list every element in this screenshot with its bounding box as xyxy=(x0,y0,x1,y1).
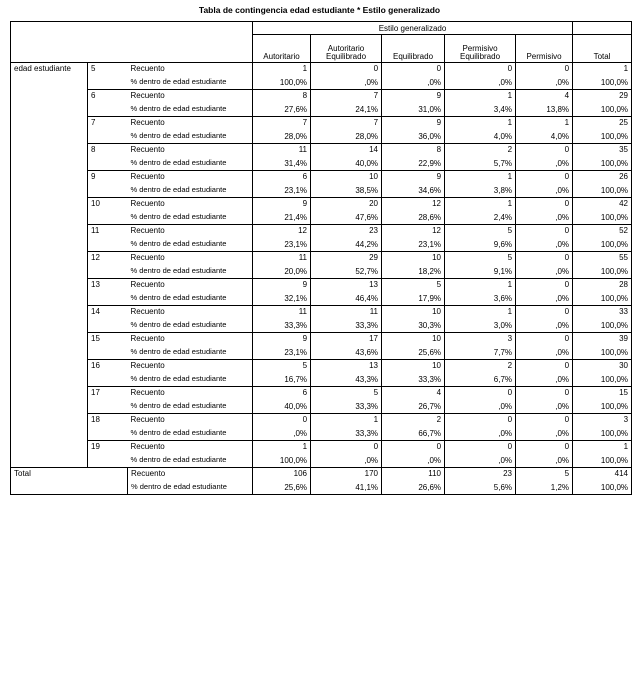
percent-cell: 23,1% xyxy=(253,183,311,198)
age-label: 9 xyxy=(88,171,128,198)
count-cell: 9 xyxy=(253,198,311,211)
percent-cell: ,0% xyxy=(516,426,573,441)
percent-cell: 23,1% xyxy=(253,345,311,360)
percent-cell: 13,8% xyxy=(516,102,573,117)
count-cell: 2 xyxy=(382,414,445,427)
percent-cell: ,0% xyxy=(311,453,382,468)
count-cell: 0 xyxy=(516,414,573,427)
percent-cell: 100,0% xyxy=(600,347,629,357)
count-cell: 0 xyxy=(516,360,573,373)
contingency-table xyxy=(10,21,632,495)
percent-cell: 5,7% xyxy=(445,156,516,171)
count-cell: 42 xyxy=(573,198,632,211)
count-cell: 3 xyxy=(445,333,516,346)
percent-cell: 18,2% xyxy=(382,264,445,279)
stat-label-pct: % dentro de edad estudiante xyxy=(128,399,253,414)
count-cell: 30 xyxy=(573,360,632,373)
count-cell: 1 xyxy=(516,117,573,130)
percent-cell: ,0% xyxy=(516,264,573,279)
percent-cell: 33,3% xyxy=(311,399,382,414)
percent-cell: ,0% xyxy=(253,426,311,441)
percent-cell: 2,4% xyxy=(445,210,516,225)
percent-cell: 100,0% xyxy=(600,185,629,195)
count-cell: 9 xyxy=(382,90,445,103)
table-row xyxy=(11,360,632,373)
stat-label-pct: % dentro de edad estudiante xyxy=(128,102,253,117)
stat-label-count: Recuento xyxy=(128,63,253,76)
age-label: 19 xyxy=(88,441,128,468)
count-cell: 9 xyxy=(253,333,311,346)
percent-cell: 30,3% xyxy=(382,318,445,333)
count-cell: 4 xyxy=(516,90,573,103)
percent-cell: 26,7% xyxy=(382,399,445,414)
count-cell: 4 xyxy=(382,387,445,400)
count-cell: 8 xyxy=(253,90,311,103)
table-row xyxy=(11,144,632,157)
percent-cell: 16,7% xyxy=(253,372,311,387)
stat-label-pct: % dentro de edad estudiante xyxy=(128,75,253,90)
count-cell: 1 xyxy=(253,441,311,454)
age-label: 15 xyxy=(88,333,128,360)
row-variable-label: edad estudiante xyxy=(11,63,88,468)
table-row xyxy=(11,63,632,76)
age-label: 10 xyxy=(88,198,128,225)
stat-label-count: Recuento xyxy=(128,198,253,211)
percent-cell: 36,0% xyxy=(382,129,445,144)
total-percent-cell: 5,6% xyxy=(445,480,516,495)
stat-label-pct: % dentro de edad estudiante xyxy=(128,480,253,495)
percent-cell: 44,2% xyxy=(311,237,382,252)
count-cell: 0 xyxy=(382,441,445,454)
count-cell: 12 xyxy=(253,225,311,238)
percent-cell: 100,0% xyxy=(253,75,311,90)
table-row xyxy=(11,90,632,103)
table-row xyxy=(11,198,632,211)
count-cell: 1 xyxy=(623,64,629,73)
count-cell: 1 xyxy=(445,171,516,184)
percent-cell: 9,6% xyxy=(445,237,516,252)
count-cell: 23 xyxy=(311,225,382,238)
count-cell: 0 xyxy=(382,63,445,76)
count-cell: 0 xyxy=(445,387,516,400)
percent-cell: 100,0% xyxy=(600,401,629,411)
age-label: 13 xyxy=(88,279,128,306)
percent-cell: 100,0% xyxy=(600,131,629,141)
percent-cell: 46,4% xyxy=(311,291,382,306)
total-row xyxy=(11,468,632,481)
count-cell: 0 xyxy=(516,144,573,157)
percent-cell: 31,0% xyxy=(382,102,445,117)
count-cell: 1 xyxy=(445,198,516,211)
column-header: Equilibrado xyxy=(382,35,445,63)
count-cell: 5 xyxy=(445,252,516,265)
count-cell: 13 xyxy=(311,360,382,373)
percent-cell: 38,5% xyxy=(311,183,382,198)
total-percent-cell: 1,2% xyxy=(516,480,573,495)
total-percent-cell: 100,0% xyxy=(600,482,629,492)
count-cell: 20 xyxy=(311,198,382,211)
count-cell: 0 xyxy=(516,306,573,319)
total-count-cell: 110 xyxy=(382,468,445,481)
percent-cell: 6,7% xyxy=(445,372,516,387)
percent-cell: 3,8% xyxy=(445,183,516,198)
count-cell: 55 xyxy=(573,252,632,265)
table-row xyxy=(11,306,632,319)
count-cell: 0 xyxy=(516,225,573,238)
count-cell: 10 xyxy=(382,333,445,346)
table-body xyxy=(11,63,632,495)
age-label: 8 xyxy=(88,144,128,171)
total-count-cell: 414 xyxy=(573,468,632,481)
count-cell: 1 xyxy=(311,414,382,427)
percent-cell: 100,0% xyxy=(600,320,629,330)
count-cell: 1 xyxy=(445,306,516,319)
percent-cell: 100,0% xyxy=(600,374,629,384)
stat-label-count: Recuento xyxy=(128,90,253,103)
stat-label-count: Recuento xyxy=(128,252,253,265)
stat-label-pct: % dentro de edad estudiante xyxy=(128,291,253,306)
count-cell: 11 xyxy=(253,144,311,157)
percent-cell: 4,0% xyxy=(516,129,573,144)
stat-label-count: Recuento xyxy=(128,441,253,454)
count-cell: 0 xyxy=(516,198,573,211)
count-cell: 1 xyxy=(445,279,516,292)
percent-cell: ,0% xyxy=(516,237,573,252)
stat-label-pct: % dentro de edad estudiante xyxy=(128,156,253,171)
count-cell: 0 xyxy=(516,279,573,292)
stat-label-pct: % dentro de edad estudiante xyxy=(128,453,253,468)
stat-label-pct: % dentro de edad estudiante xyxy=(128,426,253,441)
count-cell: 1 xyxy=(445,117,516,130)
percent-cell: 100,0% xyxy=(600,428,629,438)
column-header: Permisivo xyxy=(516,35,573,63)
table-row xyxy=(11,279,632,292)
percent-cell: ,0% xyxy=(311,75,382,90)
stat-label-count: Recuento xyxy=(128,279,253,292)
stat-label-count: Recuento xyxy=(128,306,253,319)
age-label: 18 xyxy=(88,414,128,441)
age-label: 11 xyxy=(88,225,128,252)
age-label: 7 xyxy=(88,117,128,144)
count-cell: 10 xyxy=(382,252,445,265)
stat-label-pct: % dentro de edad estudiante xyxy=(128,129,253,144)
column-group-header: Estilo generalizado xyxy=(253,22,573,35)
percent-cell: 27,6% xyxy=(253,102,311,117)
count-cell: 1 xyxy=(253,63,311,76)
percent-cell: 32,1% xyxy=(253,291,311,306)
stat-label-count: Recuento xyxy=(128,468,253,481)
count-cell: 0 xyxy=(311,63,382,76)
percent-cell: 43,3% xyxy=(311,372,382,387)
percent-cell: 20,0% xyxy=(253,264,311,279)
percent-cell: 34,6% xyxy=(382,183,445,198)
percent-cell: 28,6% xyxy=(382,210,445,225)
table-row xyxy=(11,333,632,346)
count-cell: 14 xyxy=(311,144,382,157)
count-cell: 11 xyxy=(253,306,311,319)
percent-cell: ,0% xyxy=(516,210,573,225)
count-cell: 0 xyxy=(516,171,573,184)
count-cell: 0 xyxy=(516,387,573,400)
age-label: 6 xyxy=(88,90,128,117)
count-cell: 5 xyxy=(382,279,445,292)
count-cell: 9 xyxy=(382,117,445,130)
percent-cell: 4,0% xyxy=(445,129,516,144)
percent-cell: 100,0% xyxy=(600,104,629,114)
total-count-cell: 106 xyxy=(253,468,311,481)
percent-cell: ,0% xyxy=(516,318,573,333)
count-cell: 7 xyxy=(311,90,382,103)
table-row xyxy=(11,171,632,184)
column-header: Autoritario xyxy=(253,35,311,63)
count-cell: 29 xyxy=(311,252,382,265)
count-cell: 26 xyxy=(573,171,632,184)
count-cell: 25 xyxy=(573,117,632,130)
count-cell: 12 xyxy=(382,225,445,238)
stat-label-count: Recuento xyxy=(128,225,253,238)
percent-cell: 100,0% xyxy=(600,158,629,168)
percent-cell: ,0% xyxy=(516,453,573,468)
table-row xyxy=(11,441,632,454)
count-cell: 0 xyxy=(516,252,573,265)
count-cell: 52 xyxy=(573,225,632,238)
count-cell: 0 xyxy=(253,414,311,427)
count-cell: 0 xyxy=(445,414,516,427)
percent-cell: ,0% xyxy=(445,426,516,441)
table-row xyxy=(11,117,632,130)
stat-label-count: Recuento xyxy=(128,387,253,400)
count-cell: 11 xyxy=(311,306,382,319)
total-column-header: Total xyxy=(573,35,632,63)
count-cell: 5 xyxy=(253,360,311,373)
count-cell: 0 xyxy=(445,441,516,454)
age-label: 16 xyxy=(88,360,128,387)
stat-label-count: Recuento xyxy=(128,117,253,130)
percent-cell: ,0% xyxy=(516,156,573,171)
count-cell: 11 xyxy=(253,252,311,265)
percent-cell: 100,0% xyxy=(600,212,629,222)
percent-cell: 21,4% xyxy=(253,210,311,225)
count-cell: 15 xyxy=(573,387,632,400)
percent-cell: 40,0% xyxy=(311,156,382,171)
count-cell: 12 xyxy=(382,198,445,211)
percent-cell: 3,4% xyxy=(445,102,516,117)
percent-cell: ,0% xyxy=(382,75,445,90)
percent-cell: ,0% xyxy=(516,291,573,306)
count-cell: 3 xyxy=(573,414,632,427)
percent-cell: 22,9% xyxy=(382,156,445,171)
percent-cell: ,0% xyxy=(382,453,445,468)
count-cell: 7 xyxy=(253,117,311,130)
count-cell: 1 xyxy=(573,441,632,454)
column-header: Autoritario Equilibrado xyxy=(311,35,382,63)
count-cell: 17 xyxy=(311,333,382,346)
table-row xyxy=(11,252,632,265)
count-cell: 0 xyxy=(516,441,573,454)
percent-cell: 28,0% xyxy=(253,129,311,144)
count-cell: 39 xyxy=(573,333,632,346)
count-cell: 10 xyxy=(382,360,445,373)
percent-cell: 31,4% xyxy=(253,156,311,171)
stat-label-pct: % dentro de edad estudiante xyxy=(128,372,253,387)
percent-cell: ,0% xyxy=(516,183,573,198)
stat-label-pct: % dentro de edad estudiante xyxy=(128,183,253,198)
count-cell: 0 xyxy=(445,63,516,76)
count-cell: 9 xyxy=(253,279,311,292)
percent-cell: 33,3% xyxy=(311,318,382,333)
age-label: 17 xyxy=(88,387,128,414)
percent-cell: 33,3% xyxy=(311,426,382,441)
total-percent-cell: 25,6% xyxy=(253,480,311,495)
count-cell: 8 xyxy=(382,144,445,157)
count-cell: 6 xyxy=(253,171,311,184)
percent-cell: 100,0% xyxy=(600,293,629,303)
stat-label-count: Recuento xyxy=(128,360,253,373)
percent-cell: ,0% xyxy=(516,75,573,90)
stat-label-pct: % dentro de edad estudiante xyxy=(128,264,253,279)
percent-cell: 25,6% xyxy=(382,345,445,360)
stat-label-pct: % dentro de edad estudiante xyxy=(128,210,253,225)
count-cell: 13 xyxy=(311,279,382,292)
percent-cell: 43,6% xyxy=(311,345,382,360)
count-cell: 1 xyxy=(445,90,516,103)
percent-cell: ,0% xyxy=(516,399,573,414)
total-count-cell: 170 xyxy=(311,468,382,481)
stat-label-count: Recuento xyxy=(128,414,253,427)
percent-cell: 24,1% xyxy=(311,102,382,117)
percent-cell: 7,7% xyxy=(445,345,516,360)
table-title: Tabla de contingencia edad estudiante * Estilo generalizado xyxy=(198,5,441,15)
age-label: 12 xyxy=(88,252,128,279)
count-cell: 10 xyxy=(311,171,382,184)
percent-cell: 47,6% xyxy=(311,210,382,225)
percent-cell: 40,0% xyxy=(253,399,311,414)
percent-cell: 100,0% xyxy=(600,266,629,276)
count-cell: 0 xyxy=(311,441,382,454)
percent-cell: 100,0% xyxy=(253,453,311,468)
count-cell: 2 xyxy=(445,360,516,373)
stat-label-pct: % dentro de edad estudiante xyxy=(128,345,253,360)
percent-cell: 33,3% xyxy=(253,318,311,333)
count-cell: 29 xyxy=(573,90,632,103)
count-cell: 2 xyxy=(445,144,516,157)
percent-cell: 66,7% xyxy=(382,426,445,441)
count-cell: 0 xyxy=(516,333,573,346)
percent-cell: 100,0% xyxy=(600,239,629,249)
count-cell: 5 xyxy=(311,387,382,400)
percent-cell: 33,3% xyxy=(382,372,445,387)
percent-cell: 23,1% xyxy=(382,237,445,252)
table-row xyxy=(11,414,632,427)
percent-cell: 17,9% xyxy=(382,291,445,306)
percent-cell: ,0% xyxy=(445,399,516,414)
percent-cell: 3,0% xyxy=(445,318,516,333)
stat-label-count: Recuento xyxy=(128,144,253,157)
corner-cell xyxy=(11,22,253,63)
count-cell: 28 xyxy=(573,279,632,292)
percent-cell: 3,6% xyxy=(445,291,516,306)
percent-cell: 100,0% xyxy=(600,455,629,465)
percent-cell: ,0% xyxy=(445,453,516,468)
total-label: Total xyxy=(11,468,128,495)
count-cell: 35 xyxy=(573,144,632,157)
percent-cell: 100,0% xyxy=(600,77,629,87)
count-cell: 33 xyxy=(573,306,632,319)
total-percent-cell: 41,1% xyxy=(311,480,382,495)
table-row xyxy=(11,225,632,238)
percent-cell: ,0% xyxy=(516,345,573,360)
count-cell: 0 xyxy=(516,63,573,76)
count-cell: 5 xyxy=(445,225,516,238)
total-count-cell: 23 xyxy=(445,468,516,481)
stat-label-count: Recuento xyxy=(128,333,253,346)
stat-label-pct: % dentro de edad estudiante xyxy=(128,237,253,252)
percent-cell: 9,1% xyxy=(445,264,516,279)
percent-cell: 23,1% xyxy=(253,237,311,252)
count-cell: 10 xyxy=(382,306,445,319)
count-cell: 9 xyxy=(382,171,445,184)
total-header-top xyxy=(573,22,632,35)
table-row xyxy=(11,387,632,400)
age-label: 14 xyxy=(88,306,128,333)
count-cell: 6 xyxy=(253,387,311,400)
stat-label-pct: % dentro de edad estudiante xyxy=(128,318,253,333)
total-percent-cell: 26,6% xyxy=(382,480,445,495)
percent-cell: 28,0% xyxy=(311,129,382,144)
total-count-cell: 5 xyxy=(516,468,573,481)
percent-cell: 52,7% xyxy=(311,264,382,279)
age-label: 5 xyxy=(91,64,96,73)
percent-cell: ,0% xyxy=(516,372,573,387)
count-cell: 7 xyxy=(311,117,382,130)
stat-label-count: Recuento xyxy=(128,171,253,184)
percent-cell: ,0% xyxy=(445,75,516,90)
column-header: Permisivo Equilibrado xyxy=(445,35,516,63)
